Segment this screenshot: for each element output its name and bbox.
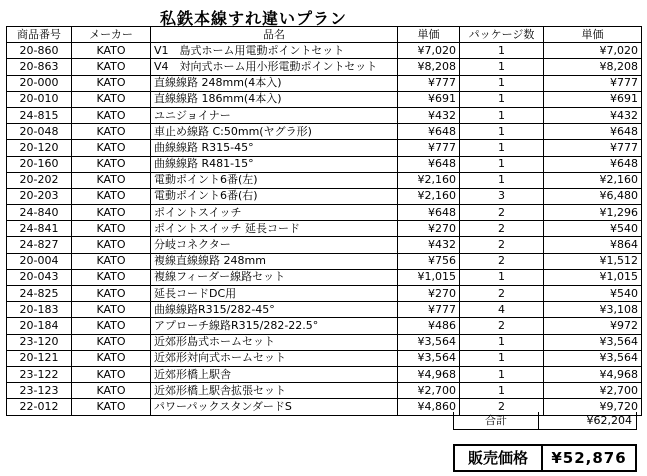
- cell-unit-price: ¥2,700: [398, 383, 460, 399]
- cell-unit-price: ¥8,208: [398, 59, 460, 75]
- cell-product-number: 23-122: [7, 366, 72, 382]
- table-row: [7, 140, 642, 156]
- table-row: [7, 75, 642, 91]
- cell-product-name: 近郊形橋上駅舎: [151, 366, 398, 382]
- cell-unit-price: ¥777: [398, 302, 460, 318]
- cell-unit-price: ¥7,020: [398, 43, 460, 59]
- cell-package-count: 1: [460, 350, 544, 366]
- table-row: [7, 91, 642, 107]
- cell-unit-price: ¥486: [398, 318, 460, 334]
- cell-subtotal: ¥7,020: [544, 43, 642, 59]
- cell-unit-price: ¥648: [398, 124, 460, 140]
- cell-product-number: 24-815: [7, 107, 72, 123]
- total-label: 合計: [454, 412, 539, 429]
- cell-package-count: 2: [460, 205, 544, 221]
- cell-subtotal: ¥864: [544, 237, 642, 253]
- cell-package-count: 1: [460, 43, 544, 59]
- cell-product-number: 20-048: [7, 124, 72, 140]
- cell-product-number: 20-120: [7, 140, 72, 156]
- cell-product-number: 20-121: [7, 350, 72, 366]
- cell-product-name: 近郊形対向式ホームセット: [151, 350, 398, 366]
- parts-table: [6, 26, 642, 416]
- cell-unit-price: ¥648: [398, 156, 460, 172]
- cell-maker: KATO: [72, 302, 151, 318]
- table-row: [7, 334, 642, 350]
- cell-product-number: 20-202: [7, 172, 72, 188]
- cell-subtotal: ¥540: [544, 286, 642, 302]
- cell-maker: KATO: [72, 75, 151, 91]
- cell-subtotal: ¥8,208: [544, 59, 642, 75]
- cell-maker: KATO: [72, 140, 151, 156]
- cell-subtotal: ¥691: [544, 91, 642, 107]
- cell-subtotal: ¥648: [544, 124, 642, 140]
- cell-product-number: 24-840: [7, 205, 72, 221]
- cell-product-number: 20-000: [7, 75, 72, 91]
- cell-subtotal: ¥3,564: [544, 334, 642, 350]
- table-row: [7, 59, 642, 75]
- cell-product-number: 20-184: [7, 318, 72, 334]
- total-row: [453, 412, 637, 430]
- table-row: [7, 253, 642, 269]
- cell-package-count: 1: [460, 172, 544, 188]
- cell-subtotal: ¥1,015: [544, 269, 642, 285]
- cell-product-name: 分岐コネクター: [151, 237, 398, 253]
- cell-unit-price: ¥777: [398, 140, 460, 156]
- header-maker: メーカー: [72, 27, 151, 43]
- cell-product-name: 曲線線路 R481-15°: [151, 156, 398, 172]
- cell-package-count: 1: [460, 75, 544, 91]
- cell-package-count: 1: [460, 156, 544, 172]
- cell-maker: KATO: [72, 156, 151, 172]
- cell-package-count: 2: [460, 237, 544, 253]
- cell-unit-price: ¥648: [398, 205, 460, 221]
- sale-price-box: [453, 444, 637, 472]
- cell-product-name: ユニジョイナー: [151, 107, 398, 123]
- table-row: [7, 156, 642, 172]
- cell-package-count: 1: [460, 107, 544, 123]
- cell-product-name: 延長コードDC用: [151, 286, 398, 302]
- header-package-count: パッケージ数: [460, 27, 544, 43]
- cell-maker: KATO: [72, 59, 151, 75]
- cell-package-count: 2: [460, 221, 544, 237]
- header-product-name: 品名: [151, 27, 398, 43]
- cell-unit-price: ¥2,160: [398, 188, 460, 204]
- cell-subtotal: ¥4,968: [544, 366, 642, 382]
- cell-maker: KATO: [72, 366, 151, 382]
- cell-product-name: パワーパックスタンダードS: [151, 399, 398, 415]
- cell-product-name: アプローチ線路R315/282-22.5°: [151, 318, 398, 334]
- cell-subtotal: ¥3,564: [544, 350, 642, 366]
- table-header-row: [7, 27, 642, 43]
- cell-package-count: 1: [460, 91, 544, 107]
- cell-unit-price: ¥3,564: [398, 350, 460, 366]
- cell-maker: KATO: [72, 269, 151, 285]
- table-row: [7, 205, 642, 221]
- cell-unit-price: ¥4,860: [398, 399, 460, 415]
- cell-product-name: ポイントスイッチ 延長コード: [151, 221, 398, 237]
- cell-product-name: 曲線線路 R315-45°: [151, 140, 398, 156]
- cell-product-number: 22-012: [7, 399, 72, 415]
- header-unit-price: 単価: [398, 27, 460, 43]
- table-row: [7, 221, 642, 237]
- cell-product-name: 近郊形島式ホームセット: [151, 334, 398, 350]
- cell-subtotal: ¥6,480: [544, 188, 642, 204]
- cell-product-name: 近郊形橋上駅舎拡張セット: [151, 383, 398, 399]
- cell-unit-price: ¥4,968: [398, 366, 460, 382]
- cell-subtotal: ¥777: [544, 75, 642, 91]
- cell-package-count: 3: [460, 188, 544, 204]
- cell-package-count: 2: [460, 286, 544, 302]
- cell-subtotal: ¥9,720: [544, 399, 642, 415]
- cell-product-number: 24-825: [7, 286, 72, 302]
- table-row: [7, 124, 642, 140]
- cell-maker: KATO: [72, 221, 151, 237]
- cell-package-count: 1: [460, 140, 544, 156]
- cell-product-number: 20-203: [7, 188, 72, 204]
- cell-maker: KATO: [72, 91, 151, 107]
- table-row: [7, 350, 642, 366]
- cell-package-count: 1: [460, 124, 544, 140]
- cell-package-count: 1: [460, 334, 544, 350]
- cell-unit-price: ¥1,015: [398, 269, 460, 285]
- header-subtotal: 単価: [544, 27, 642, 43]
- cell-maker: KATO: [72, 172, 151, 188]
- cell-package-count: 1: [460, 383, 544, 399]
- cell-product-number: 24-827: [7, 237, 72, 253]
- table-row: [7, 269, 642, 285]
- cell-product-name: 複線フィーダー線路セット: [151, 269, 398, 285]
- cell-maker: KATO: [72, 43, 151, 59]
- cell-subtotal: ¥972: [544, 318, 642, 334]
- cell-product-number: 20-004: [7, 253, 72, 269]
- cell-unit-price: ¥270: [398, 286, 460, 302]
- cell-product-name: 車止め線路 C:50mm(ヤグラ形): [151, 124, 398, 140]
- cell-maker: KATO: [72, 318, 151, 334]
- cell-maker: KATO: [72, 399, 151, 415]
- cell-subtotal: ¥540: [544, 221, 642, 237]
- cell-maker: KATO: [72, 205, 151, 221]
- cell-product-name: 直線線路 186mm(4本入): [151, 91, 398, 107]
- cell-subtotal: ¥2,700: [544, 383, 642, 399]
- sale-price-value: ¥52,876: [551, 449, 627, 467]
- cell-package-count: 4: [460, 302, 544, 318]
- cell-product-number: 20-863: [7, 59, 72, 75]
- cell-maker: KATO: [72, 383, 151, 399]
- table-row: [7, 302, 642, 318]
- cell-product-number: 23-123: [7, 383, 72, 399]
- table-row: [7, 318, 642, 334]
- cell-product-number: 23-120: [7, 334, 72, 350]
- cell-maker: KATO: [72, 286, 151, 302]
- table-row: [7, 383, 642, 399]
- cell-package-count: 1: [460, 269, 544, 285]
- cell-product-number: 20-043: [7, 269, 72, 285]
- table-row: [7, 237, 642, 253]
- cell-unit-price: ¥270: [398, 221, 460, 237]
- cell-maker: KATO: [72, 188, 151, 204]
- table-row: [7, 366, 642, 382]
- cell-product-name: ポイントスイッチ: [151, 205, 398, 221]
- cell-unit-price: ¥432: [398, 237, 460, 253]
- cell-package-count: 1: [460, 366, 544, 382]
- cell-subtotal: ¥1,296: [544, 205, 642, 221]
- cell-subtotal: ¥2,160: [544, 172, 642, 188]
- cell-product-number: 20-860: [7, 43, 72, 59]
- cell-maker: KATO: [72, 107, 151, 123]
- cell-subtotal: ¥432: [544, 107, 642, 123]
- cell-product-name: 電動ポイント6番(右): [151, 188, 398, 204]
- table-row: [7, 172, 642, 188]
- cell-maker: KATO: [72, 124, 151, 140]
- cell-subtotal: ¥1,512: [544, 253, 642, 269]
- cell-product-number: 20-160: [7, 156, 72, 172]
- cell-product-name: 電動ポイント6番(左): [151, 172, 398, 188]
- cell-unit-price: ¥2,160: [398, 172, 460, 188]
- cell-product-number: 20-183: [7, 302, 72, 318]
- cell-maker: KATO: [72, 334, 151, 350]
- cell-product-name: V1 島式ホーム用電動ポイントセット: [151, 43, 398, 59]
- page-title: 私鉄本線すれ違いプラン: [160, 9, 348, 28]
- cell-package-count: 2: [460, 399, 544, 415]
- cell-unit-price: ¥691: [398, 91, 460, 107]
- cell-subtotal: ¥3,108: [544, 302, 642, 318]
- sale-price-label: 販売価格: [455, 446, 543, 470]
- cell-product-name: 曲線線路R315/282-45°: [151, 302, 398, 318]
- cell-product-name: 複線直線線路 248mm: [151, 253, 398, 269]
- cell-package-count: 2: [460, 253, 544, 269]
- cell-product-number: 24-841: [7, 221, 72, 237]
- total-value: ¥62,204: [586, 414, 632, 427]
- cell-product-name: V4 対向式ホーム用小形電動ポイントセット: [151, 59, 398, 75]
- table-row: [7, 43, 642, 59]
- table-row: [7, 188, 642, 204]
- cell-maker: KATO: [72, 253, 151, 269]
- cell-unit-price: ¥756: [398, 253, 460, 269]
- cell-unit-price: ¥432: [398, 107, 460, 123]
- cell-product-number: 20-010: [7, 91, 72, 107]
- header-product-number: 商品番号: [7, 27, 72, 43]
- cell-package-count: 2: [460, 318, 544, 334]
- cell-product-name: 直線線路 248mm(4本入): [151, 75, 398, 91]
- table-row: [7, 107, 642, 123]
- cell-maker: KATO: [72, 237, 151, 253]
- cell-unit-price: ¥3,564: [398, 334, 460, 350]
- cell-unit-price: ¥777: [398, 75, 460, 91]
- cell-subtotal: ¥648: [544, 156, 642, 172]
- cell-subtotal: ¥777: [544, 140, 642, 156]
- cell-package-count: 1: [460, 59, 544, 75]
- cell-maker: KATO: [72, 350, 151, 366]
- table-row: [7, 286, 642, 302]
